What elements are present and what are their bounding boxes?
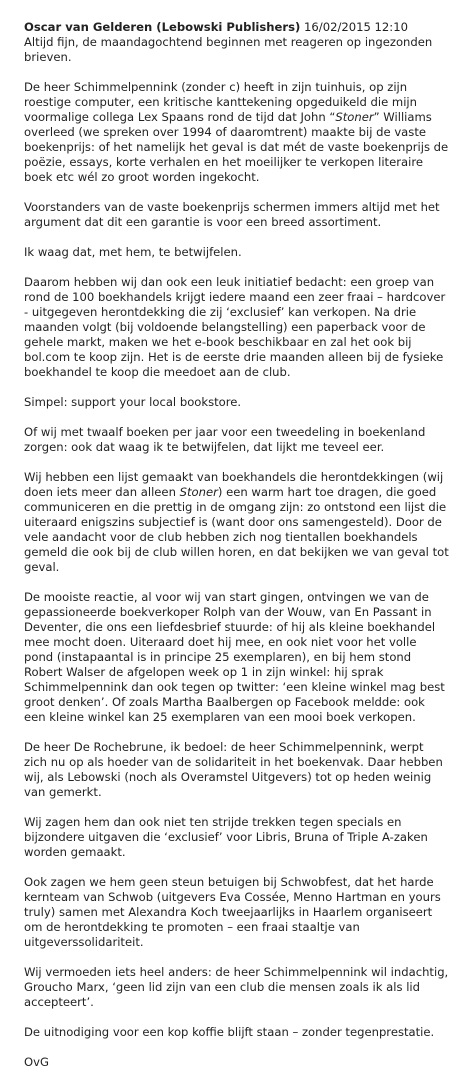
paragraph-2-part-a: De heer Schimmelpennink (zonder c) heeft in zijn tuinhuis, op zijn roestige computer, een kritische kanttekening opgeduikeld die mijn voormalige collega Lex Spaans rond de tijd dat John “ xyxy=(24,80,417,124)
paragraph-8-part-a: Wij hebben een lijst gemaakt van boekhandels die herontdekkingen (wij doen iets meer dan alleen xyxy=(24,470,444,499)
signature: OvG xyxy=(24,1055,49,1069)
paragraph-14: De uitnodiging voor een kop koffie blijft staan – zonder tegenprestatie. xyxy=(24,1025,435,1039)
paragraph-13: Wij vermoeden iets heel anders: de heer Schimmelpennink wil indachtig, Groucho Marx, ‘geen lid zijn van een club die mensen zoals ik als lid accepteert’. xyxy=(24,965,449,1009)
comment-body xyxy=(24,35,449,1070)
paragraph-8 xyxy=(24,470,449,575)
book-title-stoner: Stoner xyxy=(335,110,374,124)
paragraph-7: Of wij met twaalf boeken per jaar voor een tweedeling in boekenland zorgen: ook dat waag ik te betwijfelen, dat lijkt me teveel eer. xyxy=(24,425,426,454)
book-title-stoner: Stoner xyxy=(179,485,218,499)
paragraph-4: Ik waag dat, met hem, te betwijfelen. xyxy=(24,245,242,259)
paragraph-3: Voorstanders van de vaste boekenprijs schermen immers altijd met het argument dat dit een garantie is voor een breed assortiment. xyxy=(24,200,440,229)
comment-date: 16/02/2015 12:10 xyxy=(304,20,408,34)
paragraph-11: Wij zagen hem dan ook niet ten strijde trekken tegen specials en bijzondere uitgaven die ‘exclusief’ voor Libris, Bruna of Triple A-zaken worden gemaakt. xyxy=(24,815,428,859)
paragraph-5: Daarom hebben wij dan ook een leuk initiatief bedacht: een groep van rond de 100 boekhandels krijgt iedere maand een zeer fraai – hardcover - uitgegeven herontdekking die zij ‘exclusief’ kan verkopen. Na drie maanden volgt (bij voldoende belangstelling) een paperback voor de gehele markt, maken we het e-book beschikbaar en zal het ook bij bol.com te koop zijn. Het is de eerste drie maanden alleen bij de fysieke boekhandel te koop die meedoet aan de club. xyxy=(24,275,446,379)
comment-header xyxy=(24,20,449,35)
comment-author: Oscar van Gelderen (Lebowski Publishers) xyxy=(24,20,301,34)
paragraph-12: Ook zagen we hem geen steun betuigen bij Schwobfest, dat het harde kernteam van Schwob (uitgevers Eva Cossée, Menno Hartman en yours truly) samen met Alexandra Koch tweejaarlijks in Haarlem organiseert om de herontdekking te promoten – een fraai staaltje van uitgeverssolidariteit. xyxy=(24,875,441,949)
paragraph-8-part-c: ) een warm hart toe dragen, die goed communiceren en die prettig in de omgang zijn: zo ontstond een lijst die uiteraard enigszins subjectief is (want door ons samengesteld). Door de vele aandacht voor de club hebben zich nog tientallen boekhandels gemeld die ook bij de club willen horen, en dat bekijken we van geval tot geval. xyxy=(24,485,449,574)
paragraph-6: Simpel: support your local bookstore. xyxy=(24,395,242,409)
paragraph-1: Altijd fijn, de maandagochtend beginnen met reageren op ingezonden brieven. xyxy=(24,35,433,64)
paragraph-10: De heer De Rochebrune, ik bedoel: de heer Schimmelpennink, werpt zich nu op als hoeder van de solidariteit in het boekenvak. Daar hebben wij, als Lebowski (noch als Overamstel Uitgevers) tot op heden weinig van gemerkt. xyxy=(24,740,443,799)
paragraph-9: De mooiste reactie, al voor wij van start gingen, ontvingen we van de gepassioneerde boekverkoper Rolph van der Wouw, van En Passant in Deventer, die ons een liefdesbrief stuurde: of hij als kleine boekhandel mee mocht doen. Uiteraard doet hij mee, en ook niet voor het volle pond (instapaantal is in principe 25 exemplaren), en bij hem stond Robert Walser de afgelopen week op 1 in zijn winkel: hij sprak Schimmelpennink dan ook tegen op twitter: ‘een kleine winkel mag best groot denken’. Of zoals Martha Baalbergen op Facebook meldde: ook een kleine winkel kan 25 exemplaren van een mooi boek verkopen. xyxy=(24,590,445,724)
paragraph-2-part-c: ” Williams overleed (we spreken over 1994 of daaromtrent) maakte bij de vaste boekenprijs: of het namelijk het geval is dat mét de vaste boekenprijs de poëzie, essays, korte verhalen en het moeilijker te verkopen literaire boek etc wél zo groot worden ingekocht. xyxy=(24,110,449,184)
paragraph-2 xyxy=(24,80,449,185)
